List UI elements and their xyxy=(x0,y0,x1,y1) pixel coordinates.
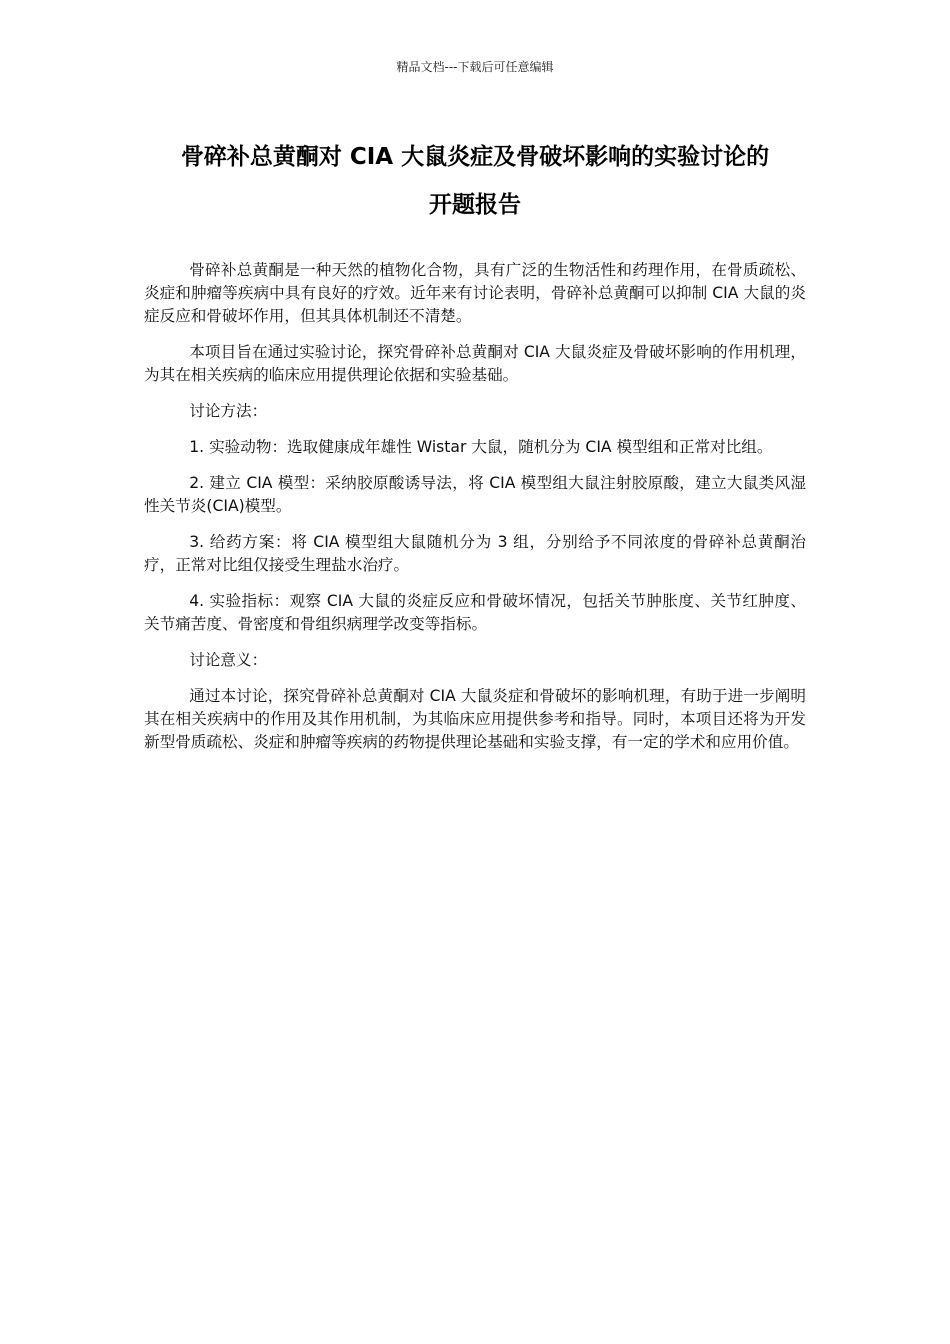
document-title xyxy=(140,133,810,229)
method-item-3: 3. 给药方案：将 CIA 模型组大鼠随机分为 3 组，分别给予不同浓度的骨碎补总黄酮治疗，正常对比组仅接受生理盐水治疗。 xyxy=(144,533,806,574)
document-title-line-2: 开题报告 xyxy=(429,192,521,218)
paragraph-significance: 通过本讨论，探究骨碎补总黄酮对 CIA 大鼠炎症和骨破坏的影响机理，有助于进一步阐明其在相关疾病中的作用及其作用机制，为其临床应用提供参考和指导。同时，本项目还将为开发新型骨质疏松、炎症和肿瘤等疾病的药物提供理论基础和实验支撑，有一定的学术和应用价值。 xyxy=(144,687,806,751)
method-item-2: 2. 建立 CIA 模型：采纳胶原酸诱导法，将 CIA 模型组大鼠注射胶原酸，建立大鼠类风湿性关节炎(CIA)模型。 xyxy=(144,474,806,515)
heading-methods: 讨论方法： xyxy=(189,402,268,420)
heading-significance: 讨论意义： xyxy=(189,651,268,669)
document-body xyxy=(144,259,806,767)
paragraph-aim: 本项目旨在通过实验讨论，探究骨碎补总黄酮对 CIA 大鼠炎症及骨破坏影响的作用机理，为其在相关疾病的临床应用提供理论依据和实验基础。 xyxy=(144,343,806,384)
paragraph-intro: 骨碎补总黄酮是一种天然的植物化合物，具有广泛的生物活性和药理作用，在骨质疏松、炎症和肿瘤等疾病中具有良好的疗效。近年来有讨论表明，骨碎补总黄酮可以抑制 CIA 大鼠的炎症反应和骨破坏作用，但其具体机制还不清楚。 xyxy=(144,261,806,325)
header-note: 精品文档---下载后可任意编辑 xyxy=(396,60,554,74)
method-item-1: 1. 实验动物：选取健康成年雄性 Wistar 大鼠，随机分为 CIA 模型组和正常对比组。 xyxy=(189,438,773,456)
method-item-4: 4. 实验指标：观察 CIA 大鼠的炎症反应和骨破坏情况，包括关节肿胀度、关节红肿度、关节痛苦度、骨密度和骨组织病理学改变等指标。 xyxy=(144,592,806,633)
document-title-line-1: 骨碎补总黄酮对 CIA 大鼠炎症及骨破坏影响的实验讨论的 xyxy=(180,144,770,170)
